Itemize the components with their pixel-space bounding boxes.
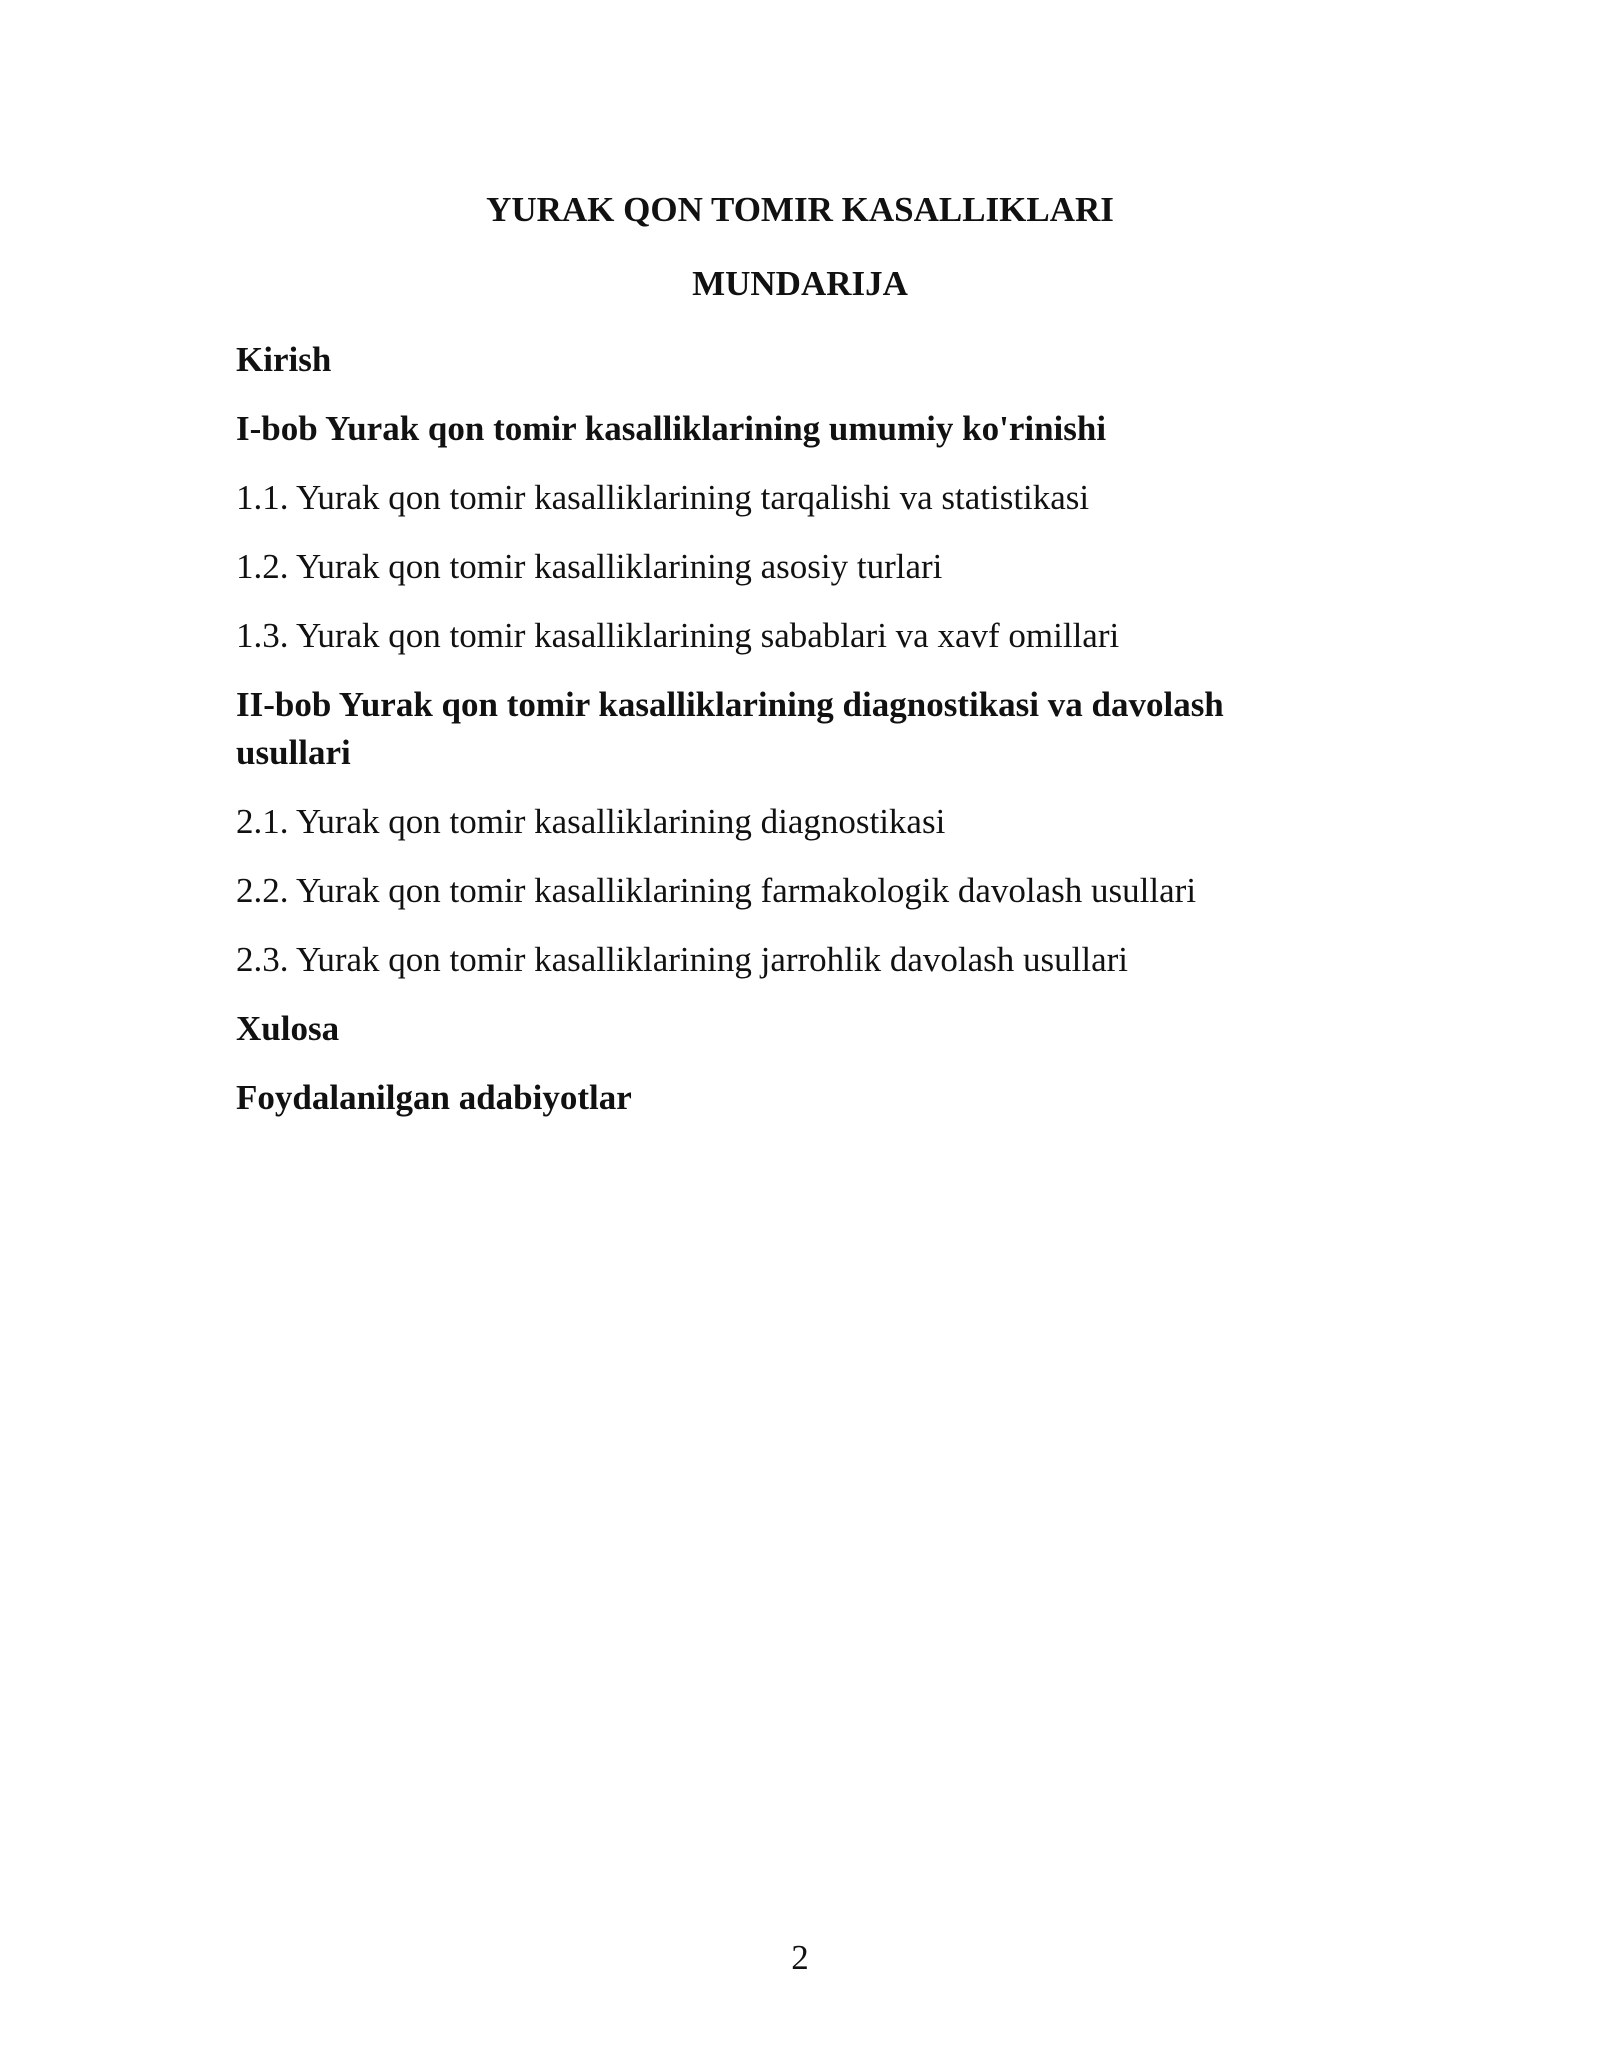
toc-entry-chapter-2: II-bob Yurak qon tomir kasalliklarining diagnostikasi va davolash usullari [236, 685, 1224, 772]
toc-entry-section-1-3: 1.3. Yurak qon tomir kasalliklarining sabablari va xavf omillari [236, 616, 1120, 655]
toc-entry-section-2-1: 2.1. Yurak qon tomir kasalliklarining diagnostikasi [236, 802, 946, 841]
toc-entry-xulosa: Xulosa [236, 1009, 340, 1048]
toc-entry-section-2-3: 2.3. Yurak qon tomir kasalliklarining jarrohlik davolash usullari [236, 940, 1129, 979]
table-of-contents [236, 336, 1296, 1143]
toc-entry-section-1-2: 1.2. Yurak qon tomir kasalliklarining asosiy turlari [236, 547, 943, 586]
toc-heading: MUNDARIJA [692, 264, 908, 303]
toc-entry-section-2-2: 2.2. Yurak qon tomir kasalliklarining farmakologik davolash usullari [236, 871, 1197, 910]
toc-entry-section-1-1: 1.1. Yurak qon tomir kasalliklarining tarqalishi va statistikasi [236, 478, 1090, 517]
toc-entry-references: Foydalanilgan adabiyotlar [236, 1078, 632, 1117]
document-title: YURAK QON TOMIR KASALLIKLARI [486, 190, 1114, 229]
page-number: 2 [791, 1938, 809, 1977]
toc-entry-kirish: Kirish [236, 340, 332, 379]
toc-entry-chapter-1: I-bob Yurak qon tomir kasalliklarining umumiy ko'rinishi [236, 409, 1107, 448]
